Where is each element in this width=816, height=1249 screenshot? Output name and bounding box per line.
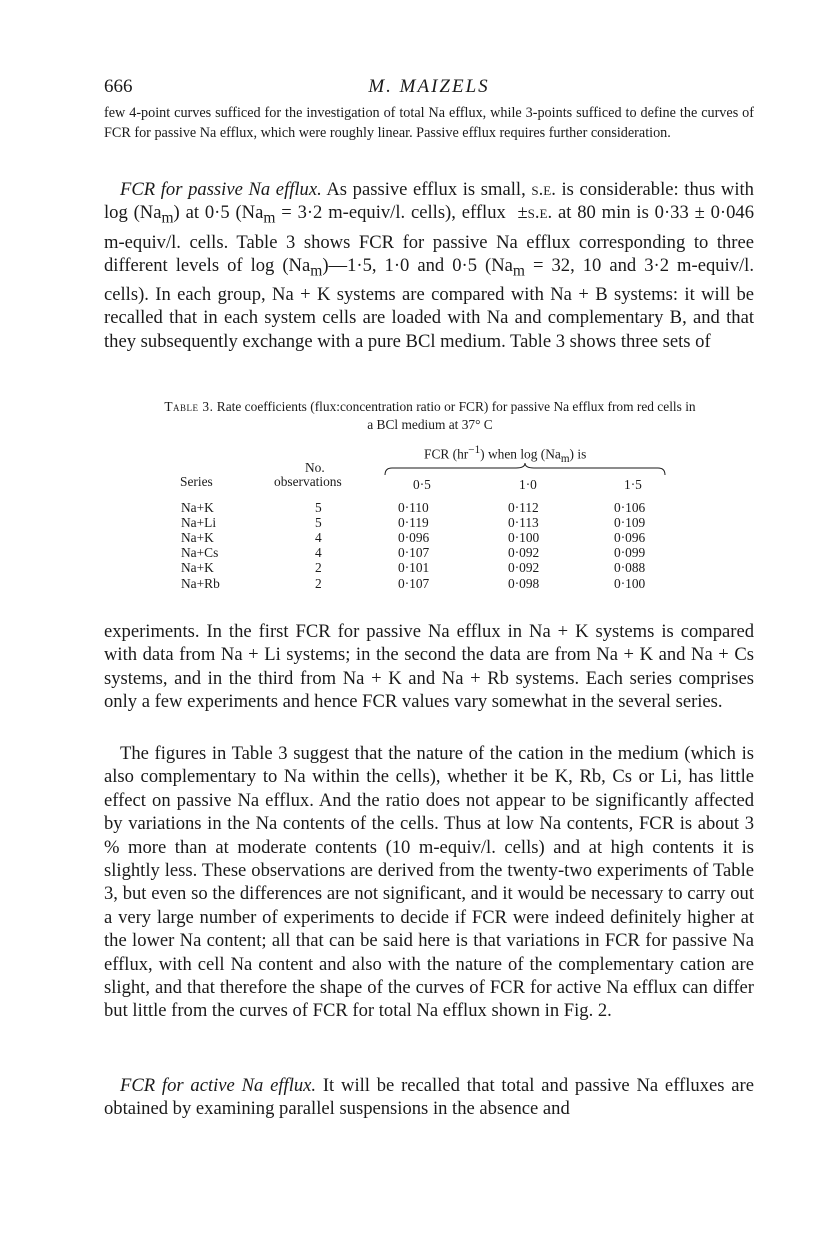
paragraph-figures-text: The figures in Table 3 suggest that the nature of the cation in the medium (which is also complementary to Na within the cells), whether it be K, Rb, Cs or Li, has little effect on passive Na efflux. And the ratio does not appear to be significantly affected by variations in the Na contents of the cells. Thus at low Na contents, FCR is about 3 % more than at moderate contents (10 m-equiv/l. cells) and at high contents it is slightly less. These observations are derived from the twenty-two experiments of Table 3, but even so the differences are not significant, and it would be necessary to carry out a very large number of experiments to decide if FCR were indeed definitely higher at the lower Na content; all that can be said here is that variations in FCR for passive Na efflux, with cell Na content and also with the nature of the complementary cation are slight, and that therefore the shape of the curves of FCR for active Na efflux can differ but little from the curves of FCR for total Na efflux shown in Fig. 2. <box>104 743 754 1022</box>
cell-fcr-0-5: 0·096 <box>398 530 430 545</box>
cell-observations: 2 <box>315 560 322 575</box>
cell-fcr-1-5: 0·088 <box>614 560 646 575</box>
page-header <box>104 76 754 104</box>
paragraph-figures <box>104 742 754 1023</box>
cell-fcr-1-0: 0·092 <box>508 545 540 560</box>
cell-fcr-0-5: 0·119 <box>398 515 429 530</box>
cell-series: Na+Rb <box>181 576 220 591</box>
table-caption <box>160 398 700 434</box>
page-number: 666 <box>104 76 133 97</box>
col-header-observations: observations <box>274 474 342 489</box>
cell-observations: 5 <box>315 515 322 530</box>
cell-fcr-0-5: 0·107 <box>398 576 430 591</box>
cell-fcr-1-0: 0·112 <box>508 500 539 515</box>
cell-fcr-0-5: 0·101 <box>398 560 430 575</box>
cell-fcr-1-0: 0·113 <box>508 515 539 530</box>
col-header-level: 0·5 <box>413 477 431 492</box>
cell-observations: 4 <box>315 545 322 560</box>
col-header-fcr-group: FCR $(hr^{-1})$ when $\log (Na_m)$ is <box>424 444 587 466</box>
cell-fcr-1-5: 0·096 <box>614 530 646 545</box>
col-header-no: No. <box>305 460 325 475</box>
section-heading-passive: FCR for passive Na efflux. <box>120 179 322 200</box>
cell-fcr-1-0: 0·100 <box>508 530 540 545</box>
cell-fcr-1-5: 0·099 <box>614 545 646 560</box>
cell-fcr-1-0: 0·092 <box>508 560 540 575</box>
cell-fcr-1-5: 0·109 <box>614 515 646 530</box>
column-group-brace <box>384 462 666 476</box>
paragraph-experiments: experiments. In the first FCR for passive Na efflux in Na + K systems is compared with data from Na + Li systems; in the second the data are from Na + K and Na + Cs systems, and in the third from Na + K and Na + Rb systems. Each series comprises only a few experiments and hence FCR values vary somewhat in the several series. <box>104 621 754 713</box>
cell-fcr-0-5: 0·107 <box>398 545 430 560</box>
cell-fcr-0-5: 0·110 <box>398 500 429 515</box>
cell-series: Na+K <box>181 500 214 515</box>
col-header-series: Series <box>180 474 213 489</box>
cell-series: Na+K <box>181 560 214 575</box>
paragraph-fcr-active-body: It will be recalled that total and passive Na effluxes are obtained by examining parallel suspensions in the absence and <box>104 1075 754 1120</box>
cell-fcr-1-5: 0·100 <box>614 576 646 591</box>
col-header-level: 1·5 <box>624 477 642 492</box>
col-header-level: 1·0 <box>519 477 537 492</box>
section-heading-active: FCR for active Na efflux. <box>120 1075 317 1096</box>
table-caption-text: Rate coefficients (flux:concentration ratio or FCR) for passive Na efflux from red cells in a BCl medium at 37° C <box>216 399 696 432</box>
cell-observations: 5 <box>315 500 322 515</box>
running-head: M. MAIZELS <box>368 76 490 97</box>
paragraph-fcr-passive <box>104 178 754 353</box>
cell-series: Na+Li <box>181 515 217 530</box>
paragraph-fcr-active <box>104 1074 754 1121</box>
cell-observations: 2 <box>315 576 322 591</box>
cell-series: Na+K <box>181 530 214 545</box>
cell-series: Na+Cs <box>181 545 219 560</box>
table-caption-label: Table 3. <box>164 399 214 414</box>
cell-fcr-1-0: 0·098 <box>508 576 540 591</box>
cell-fcr-1-5: 0·106 <box>614 500 646 515</box>
intro-paragraph: few 4-point curves sufficed for the investigation of total Na efflux, while 3-points sufficed to define the curves of FCR for passive Na efflux, which were roughly linear. Passive efflux requires further consideration. <box>104 105 754 141</box>
cell-observations: 4 <box>315 530 322 545</box>
paragraph-fcr-passive-body: As passive efflux is small, s.e. is considerable: thus with $\log (Na_m)$ at 0·5 ($Na_m = 3\cdot 2$ m-equiv/l. cells), efflux ±s.e. at 80 min is 0·33 ± 0·046 m-equiv/l. cells. Table 3 shows FCR for passive Na efflux corresponding to three different levels of $\log (Na_m)—1\cdot 5$, 1·0 and 0·5 ($Na_m = 32$, 10 and 3·2 m-equiv/l. cells). In each group, Na + K systems are compared with Na + B systems: it will be recalled that in each system cells are loaded with Na and complementary B, and that they subsequently exchange with a pure BCl medium. Table 3 shows three sets of <box>104 179 755 352</box>
